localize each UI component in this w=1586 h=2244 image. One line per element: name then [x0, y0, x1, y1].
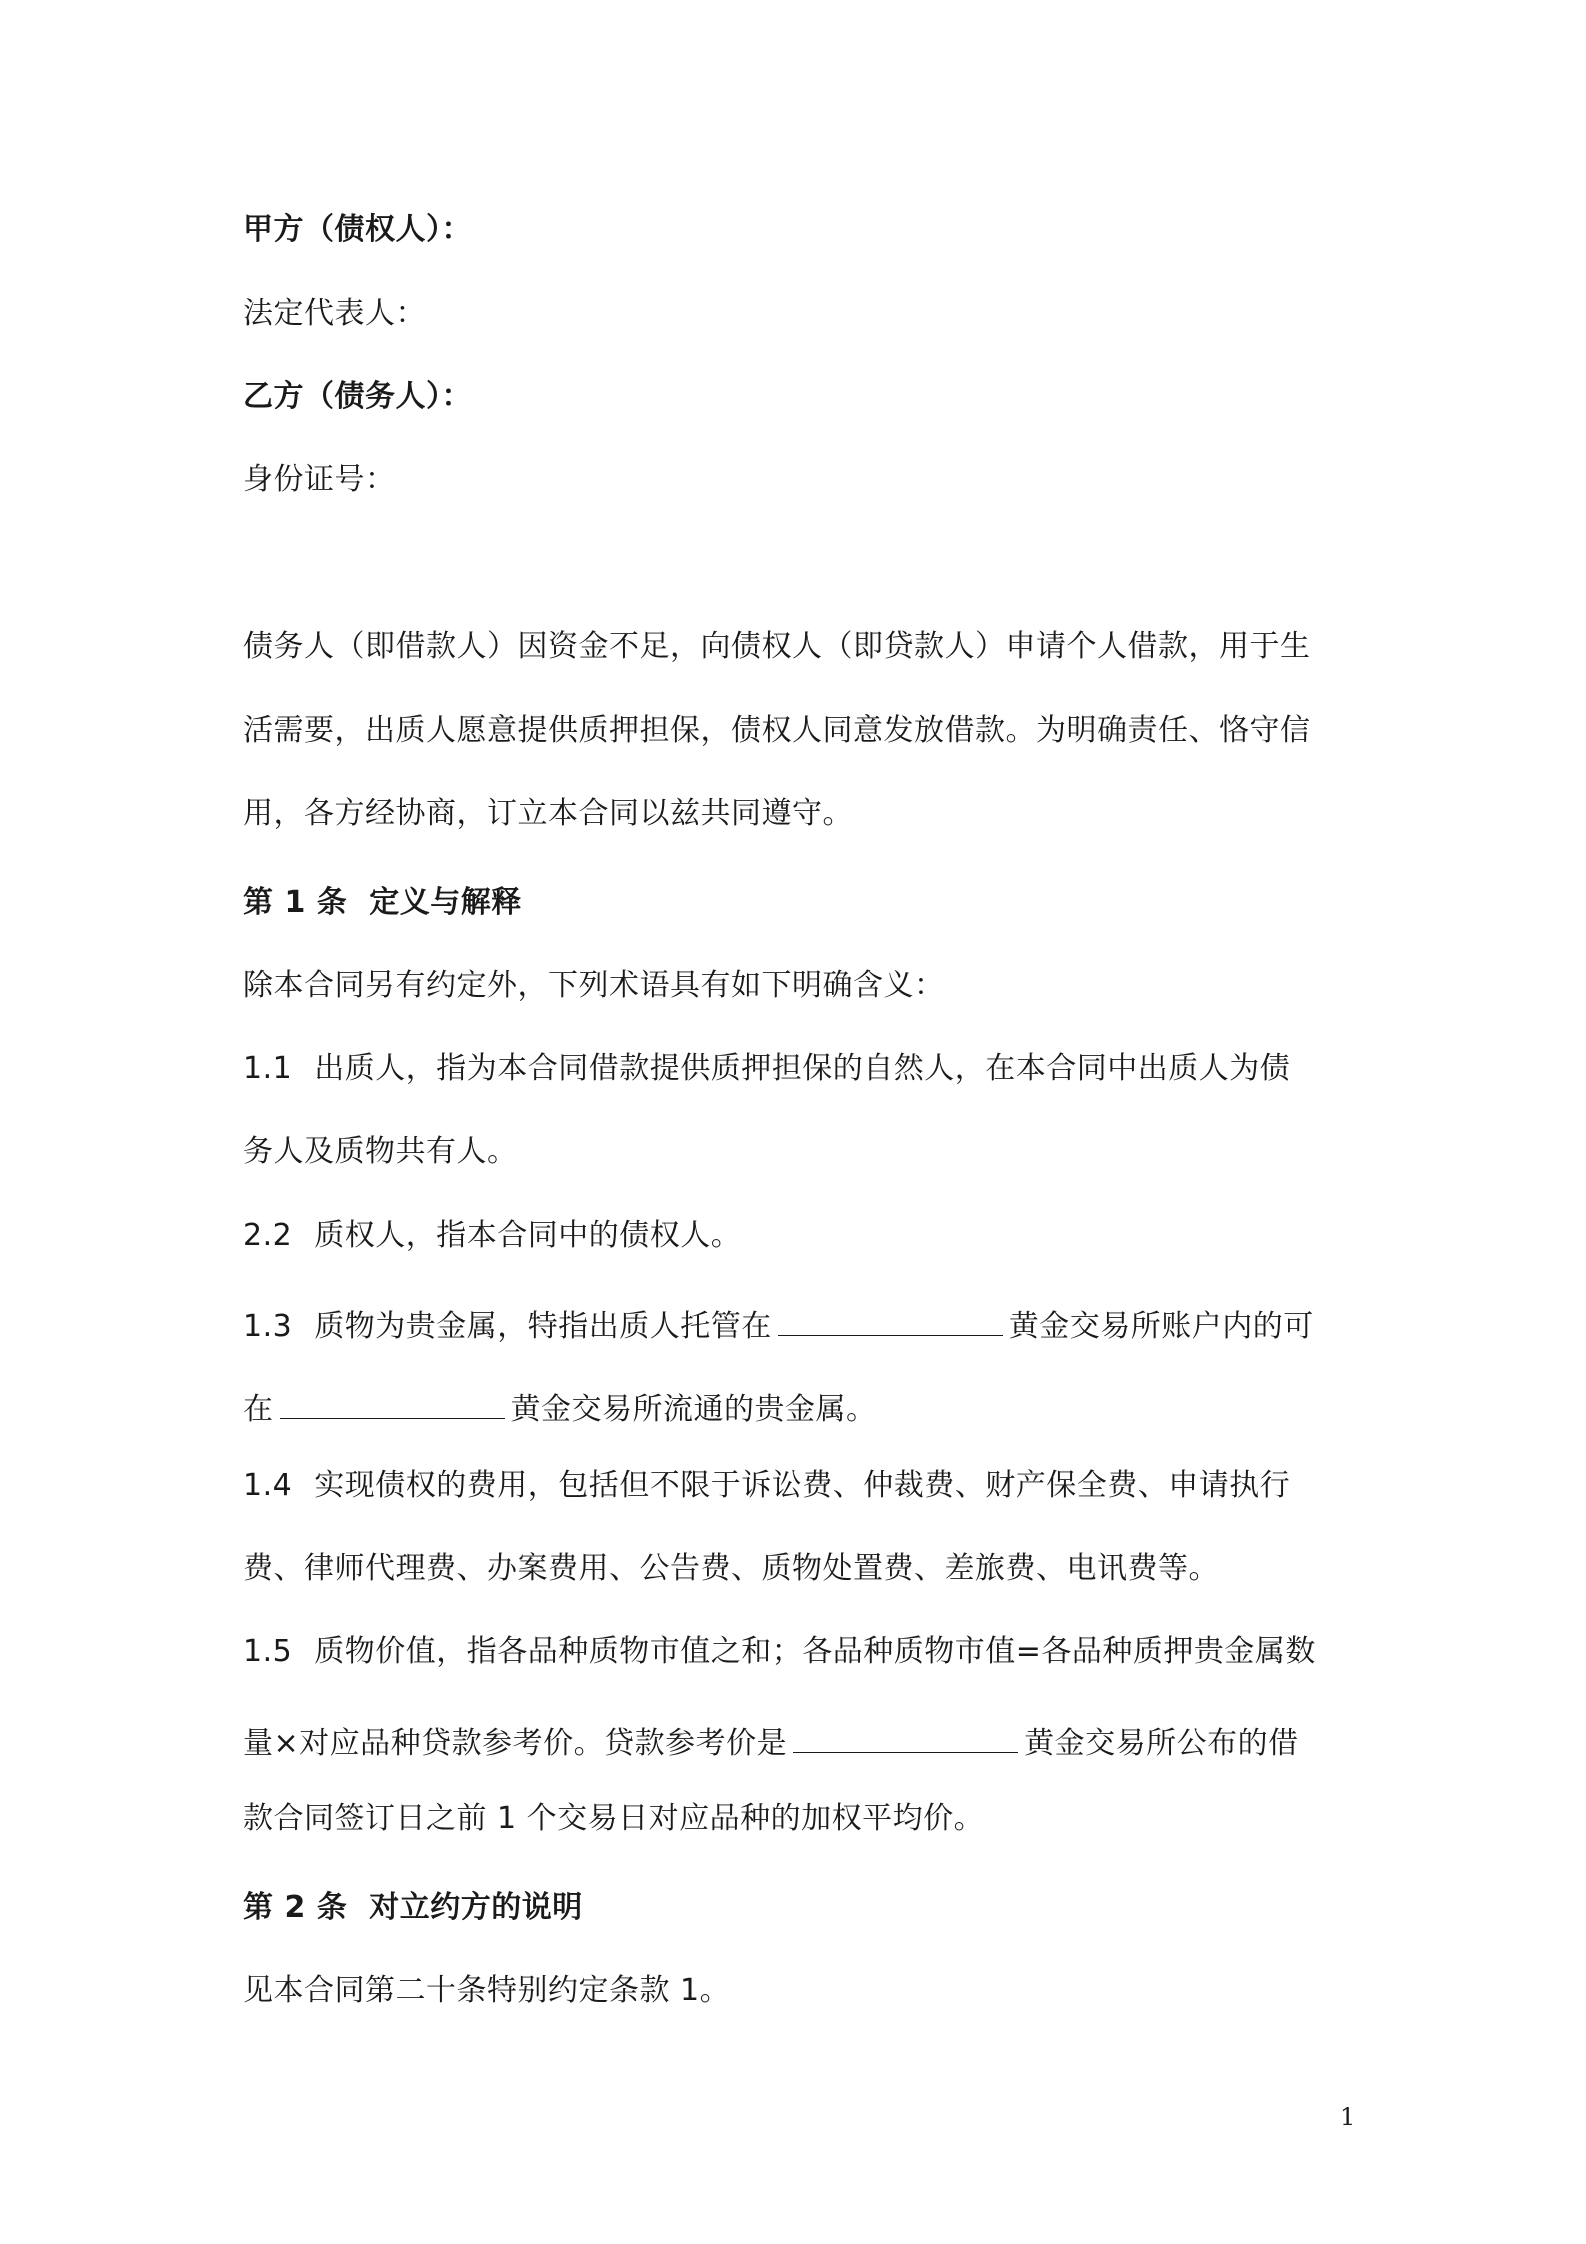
preamble-line-3: 用，各方经协商，订立本合同以兹共同遵守。: [243, 796, 853, 831]
exchange-blank-3[interactable]: [793, 1716, 1018, 1753]
clause-1-4-number: 1.4: [243, 1468, 293, 1503]
clause-1-3-text-2a: 在: [243, 1392, 274, 1427]
article-1-number: 第 1 条: [243, 885, 348, 920]
clause-1-5-text-1: 质物价值，指各品种质物市值之和；各品种质物市值=各品种质押贵金属数: [314, 1634, 1316, 1669]
clause-2-2-number: 2.2: [243, 1218, 293, 1253]
clause-1-1-text-1: 出质人，指为本合同借款提供质押担保的自然人，在本合同中出质人为债: [314, 1051, 1291, 1086]
page-number: 1: [1340, 2103, 1356, 2131]
clause-1-4-line-1: [243, 1466, 1363, 1506]
clause-1-1-line-2: 务人及质物共有人。: [243, 1134, 518, 1169]
clause-1-3-text-1a: 质物为贵金属，特指出质人托管在: [314, 1309, 772, 1344]
clause-1-1-number: 1.1: [243, 1051, 293, 1086]
id-number-label: 身份证号：: [243, 462, 396, 497]
article-1-title: 定义与解释: [369, 885, 522, 920]
clause-2-2-text: 质权人，指本合同中的债权人。: [314, 1218, 742, 1253]
party-b-label: 乙方（债务人）：: [243, 379, 472, 414]
clause-1-5-line-3: 款合同签订日之前 1 个交易日对应品种的加权平均价。: [243, 1801, 985, 1836]
article-2-body: 见本合同第二十条特别约定条款 1。: [243, 1973, 731, 2008]
exchange-blank-1[interactable]: [778, 1299, 1003, 1336]
clause-2-2-line-1: [243, 1216, 1363, 1256]
clause-1-3-line-2: [243, 1382, 1363, 1430]
legal-rep-label: 法定代表人：: [243, 296, 426, 331]
clause-1-4-text-1: 实现债权的费用，包括但不限于诉讼费、仲裁费、财产保全费、申请执行: [314, 1468, 1291, 1503]
clause-1-5-text-2a: 量×对应品种贷款参考价。贷款参考价是: [243, 1726, 788, 1761]
clause-1-3-line-1: [243, 1299, 1363, 1347]
preamble-line-2: 活需要，出质人愿意提供质押担保，债权人同意发放借款。为明确责任、恪守信: [243, 713, 1311, 748]
clause-1-4-line-2: 费、律师代理费、办案费用、公告费、质物处置费、差旅费、电讯费等。: [243, 1551, 1219, 1586]
clause-1-5-text-2b: 黄金交易所公布的借: [1024, 1726, 1299, 1761]
clause-1-5-line-1: [243, 1632, 1363, 1672]
clause-1-3-number: 1.3: [243, 1309, 293, 1344]
article-2-title: 对立约方的说明: [369, 1890, 583, 1925]
party-a-label: 甲方（债权人）：: [243, 212, 472, 247]
article-1-heading: [243, 883, 1363, 923]
exchange-blank-2[interactable]: [280, 1382, 505, 1419]
preamble-line-1: 债务人（即借款人）因资金不足，向债权人（即贷款人）申请个人借款，用于生: [243, 629, 1311, 664]
article-2-heading: [243, 1888, 1363, 1928]
clause-1-5-number: 1.5: [243, 1634, 293, 1669]
clause-1-3-text-2b: 黄金交易所流通的贵金属。: [510, 1392, 877, 1427]
article-1-intro: 除本合同另有约定外，下列术语具有如下明确含义：: [243, 968, 945, 1003]
clause-1-5-line-2: [243, 1716, 1363, 1764]
clause-1-1-line-1: [243, 1049, 1363, 1089]
clause-1-3-text-1b: 黄金交易所账户内的可: [1008, 1309, 1314, 1344]
article-2-number: 第 2 条: [243, 1890, 348, 1925]
